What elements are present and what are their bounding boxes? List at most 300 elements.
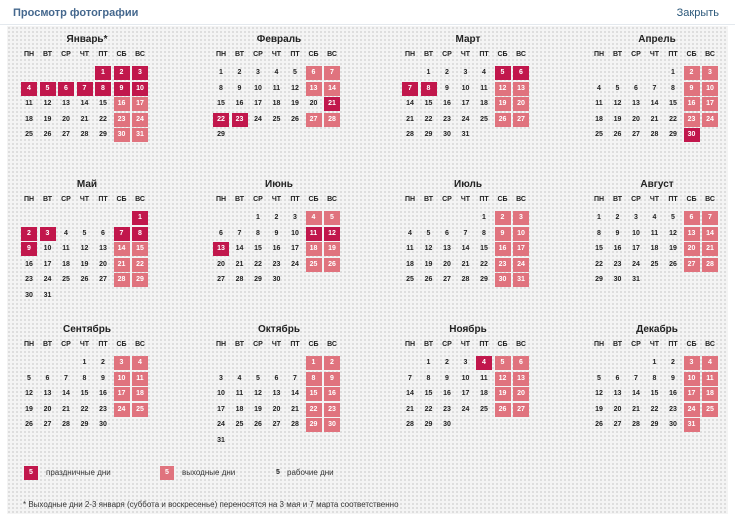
day-cell: 7 bbox=[64, 374, 68, 382]
day-cell-weekend: 24 bbox=[132, 113, 148, 127]
day-cell: 26 bbox=[613, 131, 622, 138]
day-cell: 1 bbox=[482, 214, 486, 221]
day-cell: 3 bbox=[293, 214, 297, 221]
weekday-header: СБ bbox=[308, 51, 319, 58]
day-cell: 12 bbox=[669, 229, 677, 237]
day-cell: 18 bbox=[406, 260, 414, 268]
weekday-header: СР bbox=[253, 196, 263, 203]
month-calendar bbox=[204, 171, 354, 311]
day-cell: 26 bbox=[291, 115, 299, 123]
day-cell: 18 bbox=[480, 390, 488, 397]
weekday-header: СБ bbox=[497, 341, 508, 348]
day-cell: 31 bbox=[461, 131, 470, 138]
day-cell: 13 bbox=[43, 390, 52, 397]
day-cell-weekend: 20 bbox=[513, 387, 529, 401]
weekday-header: ВТ bbox=[612, 341, 623, 348]
weekday-header: СР bbox=[61, 196, 71, 203]
day-cell: 6 bbox=[615, 374, 620, 382]
day-cell: 20 bbox=[272, 405, 281, 413]
day-cell: 27 bbox=[43, 421, 52, 428]
day-cell-weekend: 24 bbox=[684, 403, 700, 417]
day-cell-weekend: 6 bbox=[684, 211, 700, 225]
month-title: Август bbox=[640, 179, 674, 190]
weekday-header: ПН bbox=[215, 51, 227, 58]
day-cell: 9 bbox=[445, 84, 449, 92]
legend-workday-label: рабочие дни bbox=[287, 468, 334, 477]
day-cell: 16 bbox=[669, 390, 677, 397]
day-cell: 14 bbox=[406, 100, 414, 107]
weekday-header: ВС bbox=[135, 51, 145, 58]
day-cell: 30 bbox=[272, 276, 281, 283]
calendar-photo bbox=[7, 26, 728, 514]
day-cell: 30 bbox=[613, 276, 622, 283]
day-cell-weekend: 28 bbox=[324, 113, 340, 127]
day-cell: 20 bbox=[62, 115, 70, 123]
day-cell: 29 bbox=[424, 131, 433, 138]
day-cell-weekend: 2 bbox=[495, 211, 511, 225]
footnote: * Выходные дни 2-3 января (суббота и воскресенье) переносятся на 3 мая и 7 марта соответственно bbox=[23, 500, 399, 509]
weekday-header: ЧТ bbox=[271, 341, 282, 348]
day-cell: 25 bbox=[62, 276, 70, 283]
day-cell-weekend: 15 bbox=[306, 387, 322, 401]
day-cell: 22 bbox=[424, 405, 433, 413]
month-title: Октябрь bbox=[258, 324, 300, 335]
day-cell-weekend: 6 bbox=[306, 66, 322, 80]
day-cell: 21 bbox=[461, 260, 470, 268]
weekday-header: ЧТ bbox=[649, 51, 660, 58]
day-cell-weekend: 22 bbox=[306, 403, 322, 417]
day-cell: 14 bbox=[650, 100, 659, 107]
day-cell: 14 bbox=[80, 100, 89, 107]
day-cell-weekend: 15 bbox=[132, 242, 148, 256]
day-cell: 10 bbox=[461, 84, 470, 92]
day-cell: 5 bbox=[256, 374, 260, 382]
day-cell: 10 bbox=[254, 84, 262, 92]
day-cell: 18 bbox=[25, 115, 33, 123]
weekday-header: ПН bbox=[404, 51, 416, 58]
legend-holiday-label: праздничные дни bbox=[46, 468, 111, 477]
day-cell: 7 bbox=[237, 229, 242, 237]
day-cell: 6 bbox=[634, 84, 638, 92]
day-cell-weekend: 3 bbox=[684, 356, 700, 370]
day-cell: 12 bbox=[254, 390, 262, 397]
weekday-header: ВТ bbox=[42, 196, 53, 203]
weekday-header: ЧТ bbox=[79, 196, 90, 203]
weekday-header: ВС bbox=[327, 51, 337, 58]
day-cell-weekend: 2 bbox=[684, 66, 700, 80]
weekday-header: ПТ bbox=[668, 51, 678, 58]
day-cell-weekend: 3 bbox=[702, 66, 718, 80]
month-calendar bbox=[204, 316, 354, 456]
day-cell-weekend: 14 bbox=[324, 82, 340, 96]
day-cell: 20 bbox=[309, 100, 318, 107]
day-cell: 20 bbox=[217, 260, 225, 268]
day-cell: 8 bbox=[219, 84, 223, 92]
day-cell: 9 bbox=[615, 229, 620, 237]
weekday-header: СБ bbox=[308, 341, 319, 348]
day-cell: 29 bbox=[650, 421, 659, 428]
day-cell-holiday: 3 bbox=[132, 66, 148, 80]
day-cell-holiday: 8 bbox=[95, 82, 111, 96]
day-cell: 25 bbox=[272, 115, 281, 123]
day-cell: 23 bbox=[99, 405, 107, 413]
day-cell-holiday: 9 bbox=[21, 242, 37, 256]
day-cell: 9 bbox=[274, 229, 279, 237]
day-cell: 28 bbox=[406, 421, 414, 428]
day-cell: 24 bbox=[43, 276, 52, 283]
day-cell: 7 bbox=[293, 374, 297, 382]
day-cell: 11 bbox=[480, 374, 488, 382]
day-cell: 20 bbox=[43, 405, 52, 413]
weekday-header: ПН bbox=[23, 196, 35, 203]
day-cell: 5 bbox=[671, 214, 675, 221]
day-cell: 19 bbox=[80, 260, 89, 268]
day-cell-weekend: 21 bbox=[702, 242, 718, 256]
weekday-header: СР bbox=[631, 341, 641, 348]
weekday-header: ВТ bbox=[42, 51, 53, 58]
day-cell-holiday: 4 bbox=[476, 356, 492, 370]
month-calendar bbox=[12, 171, 162, 311]
day-cell: 9 bbox=[101, 374, 105, 382]
month-title: Июль bbox=[454, 179, 482, 190]
legend-workday-swatch: 5 bbox=[276, 469, 280, 476]
day-cell: 5 bbox=[615, 84, 620, 92]
day-cell: 24 bbox=[254, 115, 262, 123]
weekday-header: ВС bbox=[516, 196, 526, 203]
weekday-header: ВС bbox=[516, 341, 526, 348]
day-cell: 31 bbox=[632, 276, 640, 283]
day-cell-holiday: 8 bbox=[421, 82, 437, 96]
day-cell: 26 bbox=[80, 276, 89, 283]
day-cell: 19 bbox=[43, 115, 52, 123]
day-cell: 21 bbox=[80, 115, 89, 123]
day-cell: 1 bbox=[597, 214, 601, 221]
month-title: Март bbox=[455, 34, 481, 45]
day-cell-weekend: 3 bbox=[114, 356, 130, 370]
weekday-header: СБ bbox=[308, 196, 319, 203]
day-cell-weekend: 23 bbox=[114, 113, 130, 127]
day-cell: 4 bbox=[408, 229, 412, 237]
day-cell: 30 bbox=[669, 421, 677, 428]
day-cell: 2 bbox=[445, 359, 449, 366]
day-cell: 9 bbox=[445, 374, 449, 382]
day-cell: 29 bbox=[217, 131, 225, 138]
day-cell-weekend: 13 bbox=[306, 82, 322, 96]
day-cell-weekend: 19 bbox=[324, 242, 340, 256]
day-cell-weekend: 18 bbox=[306, 242, 322, 256]
day-cell: 8 bbox=[671, 84, 675, 92]
day-cell: 15 bbox=[650, 390, 659, 397]
day-cell: 2 bbox=[237, 69, 242, 76]
day-cell: 10 bbox=[43, 245, 52, 252]
weekday-header: ВТ bbox=[423, 196, 434, 203]
weekday-header: ВТ bbox=[42, 341, 53, 348]
weekday-header: ВТ bbox=[234, 196, 245, 203]
day-cell: 27 bbox=[443, 276, 451, 283]
weekday-header: СБ bbox=[686, 51, 697, 58]
day-cell: 23 bbox=[272, 260, 281, 268]
day-cell: 30 bbox=[443, 131, 451, 138]
day-cell: 20 bbox=[443, 260, 451, 268]
day-cell: 12 bbox=[424, 245, 433, 252]
day-cell: 14 bbox=[291, 390, 299, 397]
month-title: Апрель bbox=[638, 34, 676, 45]
weekday-header: ПН bbox=[215, 196, 227, 203]
day-cell: 7 bbox=[463, 229, 468, 237]
day-cell: 30 bbox=[443, 421, 451, 428]
day-cell-weekend: 3 bbox=[513, 211, 529, 225]
day-cell: 11 bbox=[650, 229, 659, 237]
month-calendar bbox=[393, 171, 543, 311]
day-cell-weekend: 9 bbox=[495, 227, 511, 241]
day-cell: 21 bbox=[406, 115, 414, 123]
viewer-header bbox=[0, 0, 735, 25]
day-cell: 2 bbox=[101, 359, 105, 366]
day-cell: 11 bbox=[480, 84, 488, 92]
day-cell: 26 bbox=[595, 421, 603, 428]
day-cell: 18 bbox=[62, 260, 70, 268]
day-cell: 16 bbox=[235, 100, 244, 107]
day-cell: 29 bbox=[254, 276, 262, 283]
weekday-header: ЧТ bbox=[79, 51, 90, 58]
day-cell: 8 bbox=[426, 374, 431, 382]
day-cell: 25 bbox=[235, 421, 244, 428]
day-cell-weekend: 24 bbox=[702, 113, 718, 127]
day-cell: 29 bbox=[424, 421, 433, 428]
month-title: Декабрь bbox=[636, 324, 678, 335]
day-cell: 28 bbox=[235, 276, 244, 283]
weekday-header: ВС bbox=[327, 341, 337, 348]
day-cell: 28 bbox=[406, 131, 414, 138]
day-cell: 26 bbox=[25, 421, 33, 428]
day-cell: 26 bbox=[43, 131, 52, 138]
day-cell: 10 bbox=[291, 229, 299, 237]
day-cell: 28 bbox=[62, 421, 70, 428]
day-cell: 19 bbox=[424, 260, 433, 268]
day-cell-weekend: 23 bbox=[684, 113, 700, 127]
day-cell-holiday: 22 bbox=[213, 113, 229, 127]
day-cell: 26 bbox=[254, 421, 262, 428]
day-cell-weekend: 31 bbox=[684, 418, 700, 432]
day-cell: 31 bbox=[217, 436, 225, 444]
day-cell: 18 bbox=[272, 100, 281, 107]
day-cell: 27 bbox=[62, 131, 70, 138]
day-cell-weekend: 28 bbox=[114, 273, 130, 287]
day-cell: 15 bbox=[424, 100, 433, 107]
day-cell: 4 bbox=[274, 69, 279, 76]
weekday-header: СР bbox=[442, 341, 452, 348]
day-cell-weekend: 4 bbox=[306, 211, 322, 225]
day-cell: 18 bbox=[595, 115, 603, 123]
weekday-header: СР bbox=[61, 341, 71, 348]
weekday-header: ПТ bbox=[290, 341, 300, 348]
weekday-header: ПТ bbox=[98, 51, 108, 58]
weekday-header: СР bbox=[253, 341, 263, 348]
day-cell: 5 bbox=[82, 229, 87, 237]
weekday-header: СР bbox=[61, 51, 71, 58]
day-cell-weekend: 14 bbox=[114, 242, 130, 256]
day-cell: 1 bbox=[82, 359, 87, 366]
day-cell-weekend: 16 bbox=[684, 97, 700, 111]
close-link[interactable]: Закрыть bbox=[676, 7, 719, 19]
day-cell: 4 bbox=[652, 214, 657, 221]
day-cell: 23 bbox=[613, 260, 622, 268]
day-cell-weekend: 10 bbox=[114, 372, 130, 386]
day-cell-weekend: 13 bbox=[684, 227, 700, 241]
day-cell-holiday: 5 bbox=[40, 82, 56, 96]
day-cell-weekend: 10 bbox=[513, 227, 529, 241]
day-cell-weekend: 16 bbox=[495, 242, 511, 256]
day-cell: 14 bbox=[632, 390, 640, 397]
day-cell: 2 bbox=[274, 214, 279, 221]
month-title: Январь* bbox=[66, 34, 108, 45]
day-cell: 25 bbox=[406, 276, 414, 283]
day-cell: 27 bbox=[632, 131, 640, 138]
day-cell-weekend: 27 bbox=[306, 113, 322, 127]
day-cell-holiday: 8 bbox=[132, 227, 148, 241]
day-cell: 8 bbox=[82, 374, 87, 382]
legend-weekend-label: выходные дни bbox=[182, 468, 236, 477]
day-cell: 12 bbox=[291, 84, 299, 92]
day-cell: 11 bbox=[62, 245, 70, 252]
weekday-header: ВС bbox=[327, 196, 337, 203]
day-cell: 19 bbox=[25, 405, 33, 413]
day-cell-holiday: 12 bbox=[324, 227, 340, 241]
day-cell: 21 bbox=[632, 405, 640, 413]
day-cell: 24 bbox=[461, 115, 470, 123]
day-cell-holiday: 9 bbox=[114, 82, 130, 96]
day-cell: 1 bbox=[256, 214, 260, 221]
weekday-header: ВС bbox=[516, 51, 526, 58]
day-cell: 16 bbox=[99, 390, 107, 397]
month-calendar bbox=[582, 26, 732, 166]
day-cell-weekend: 17 bbox=[702, 97, 718, 111]
day-cell-holiday: 1 bbox=[95, 66, 111, 80]
day-cell-weekend: 22 bbox=[132, 258, 148, 272]
day-cell: 1 bbox=[219, 69, 223, 76]
weekday-header: СР bbox=[442, 196, 452, 203]
day-cell: 29 bbox=[669, 131, 677, 138]
day-cell-weekend: 25 bbox=[702, 403, 718, 417]
day-cell: 3 bbox=[463, 69, 468, 76]
weekday-header: СБ bbox=[116, 51, 127, 58]
day-cell-weekend: 9 bbox=[684, 82, 700, 96]
weekday-header: ПН bbox=[404, 341, 416, 348]
day-cell-weekend: 23 bbox=[324, 403, 340, 417]
day-cell: 1 bbox=[652, 359, 657, 366]
month-calendar bbox=[582, 171, 732, 311]
day-cell-weekend: 17 bbox=[114, 387, 130, 401]
day-cell: 4 bbox=[237, 374, 242, 382]
weekday-header: ПН bbox=[23, 51, 35, 58]
day-cell-weekend: 26 bbox=[324, 258, 340, 272]
day-cell-weekend: 5 bbox=[495, 356, 511, 370]
weekday-header: ВТ bbox=[423, 51, 434, 58]
weekday-header: СБ bbox=[116, 196, 127, 203]
day-cell-weekend: 9 bbox=[324, 372, 340, 386]
day-cell-weekend: 2 bbox=[324, 356, 340, 370]
day-cell: 8 bbox=[256, 229, 260, 237]
weekday-header: СР bbox=[442, 51, 452, 58]
weekday-header: ВТ bbox=[234, 51, 245, 58]
day-cell: 6 bbox=[219, 229, 223, 237]
weekday-header: ВТ bbox=[423, 341, 434, 348]
day-cell-weekend: 11 bbox=[132, 372, 148, 386]
day-cell-weekend: 29 bbox=[306, 418, 322, 432]
day-cell-weekend: 18 bbox=[702, 387, 718, 401]
day-cell: 17 bbox=[632, 245, 640, 252]
day-cell: 3 bbox=[634, 214, 638, 221]
day-cell: 3 bbox=[256, 69, 260, 76]
weekday-header: ПН bbox=[404, 196, 416, 203]
day-cell-weekend: 28 bbox=[702, 258, 718, 272]
day-cell-weekend: 10 bbox=[684, 372, 700, 386]
weekday-header: ЧТ bbox=[460, 341, 471, 348]
day-cell: 22 bbox=[424, 115, 433, 123]
month-calendar bbox=[204, 26, 354, 166]
day-cell-holiday: 23 bbox=[232, 113, 248, 127]
day-cell-weekend: 20 bbox=[684, 242, 700, 256]
day-cell: 9 bbox=[237, 84, 242, 92]
day-cell-holiday: 5 bbox=[495, 66, 511, 80]
day-cell-weekend: 8 bbox=[306, 372, 322, 386]
weekday-header: ЧТ bbox=[271, 51, 282, 58]
day-cell-weekend: 20 bbox=[513, 97, 529, 111]
day-cell: 28 bbox=[291, 421, 299, 428]
day-cell-weekend: 27 bbox=[513, 113, 529, 127]
day-cell: 22 bbox=[595, 260, 603, 268]
day-cell: 4 bbox=[482, 69, 486, 76]
day-cell-weekend: 17 bbox=[684, 387, 700, 401]
day-cell: 25 bbox=[650, 260, 659, 268]
day-cell-holiday: 21 bbox=[324, 97, 340, 111]
day-cell: 1 bbox=[426, 69, 431, 76]
day-cell: 6 bbox=[101, 229, 105, 237]
day-cell: 11 bbox=[235, 390, 244, 397]
day-cell-weekend: 7 bbox=[702, 211, 718, 225]
day-cell-holiday: 11 bbox=[306, 227, 322, 241]
day-cell: 2 bbox=[671, 359, 675, 366]
day-cell-weekend: 6 bbox=[513, 356, 529, 370]
day-cell-weekend: 17 bbox=[132, 97, 148, 111]
day-cell: 27 bbox=[99, 276, 107, 283]
day-cell: 29 bbox=[99, 131, 107, 138]
month-calendar bbox=[393, 26, 543, 166]
day-cell: 15 bbox=[99, 100, 107, 107]
day-cell: 17 bbox=[461, 100, 470, 107]
day-cell-weekend: 18 bbox=[132, 387, 148, 401]
weekday-header: ВС bbox=[705, 196, 715, 203]
weekday-header: ВС bbox=[705, 51, 715, 58]
day-cell: 28 bbox=[461, 276, 470, 283]
weekday-header: ЧТ bbox=[460, 51, 471, 58]
weekday-header: ЧТ bbox=[649, 341, 660, 348]
day-cell: 15 bbox=[254, 245, 262, 252]
day-cell: 19 bbox=[254, 405, 262, 413]
day-cell: 26 bbox=[669, 260, 677, 268]
day-cell: 20 bbox=[99, 260, 107, 268]
month-calendar bbox=[393, 316, 543, 456]
day-cell: 19 bbox=[613, 115, 622, 123]
weekday-header: ПТ bbox=[290, 51, 300, 58]
day-cell: 4 bbox=[597, 84, 601, 92]
day-cell: 7 bbox=[408, 374, 412, 382]
day-cell: 2 bbox=[445, 69, 449, 76]
weekday-header: ПН bbox=[215, 341, 227, 348]
weekday-header: СБ bbox=[686, 341, 697, 348]
weekday-header: ПН bbox=[593, 341, 605, 348]
day-cell: 10 bbox=[632, 229, 640, 237]
